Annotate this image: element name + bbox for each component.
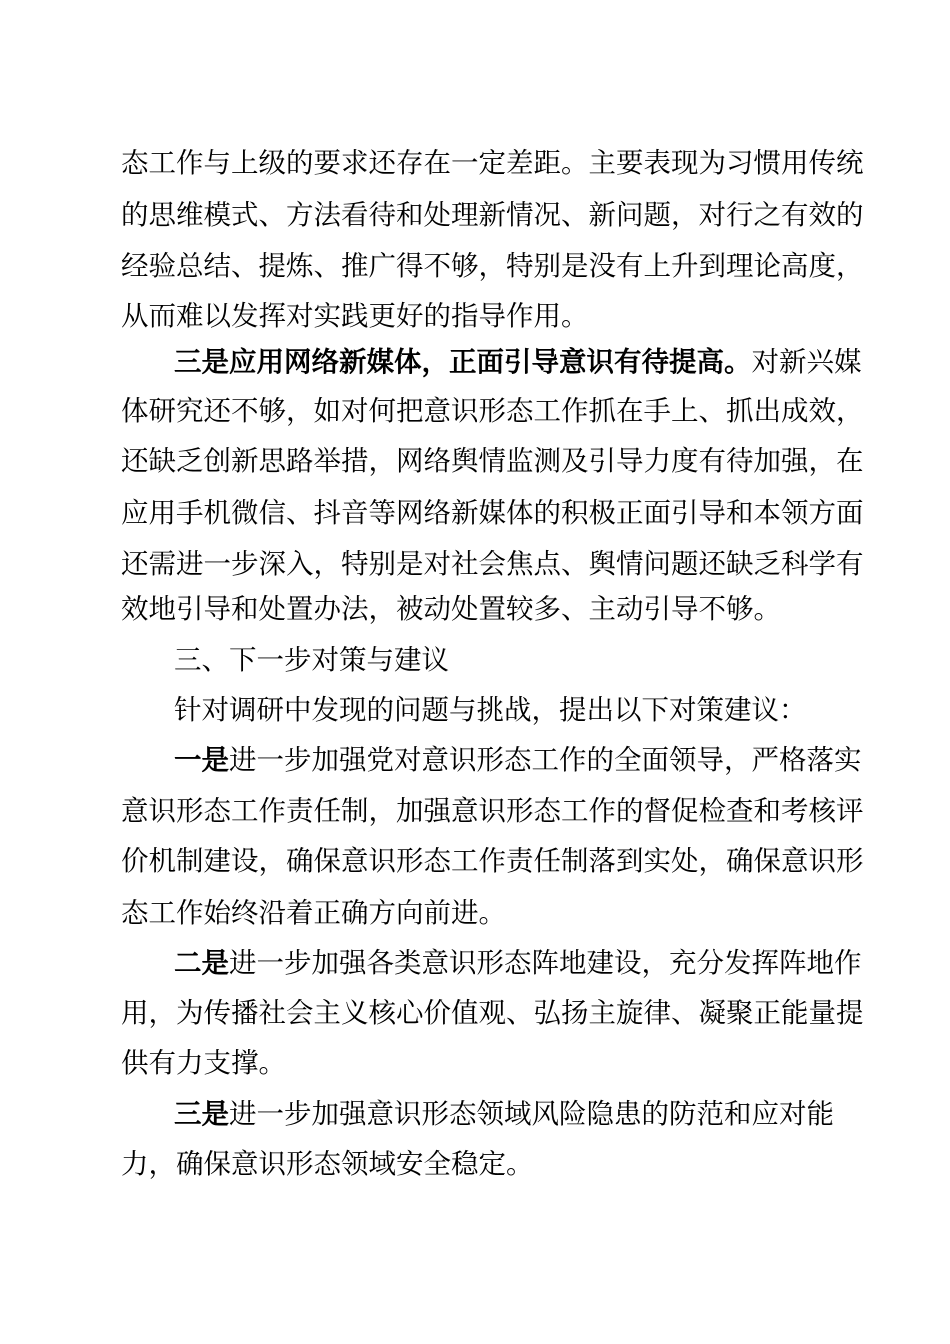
section-heading: 三、下一步对策与建议	[174, 644, 449, 676]
text-line: 三是应用网络新媒体，正面引导意识有待提高。对新兴媒	[174, 346, 862, 378]
text-line: 二是进一步加强各类意识形态阵地建设，充分发挥阵地作	[174, 947, 862, 979]
text-line: 价机制建设，确保意识形态工作责任制落到实处，确保意识形	[121, 845, 864, 877]
point-label-bold: 二是	[174, 947, 229, 979]
text-line: 态工作与上级的要求还存在一定差距。主要表现为习惯用传统	[121, 147, 864, 179]
text-line: 还需进一步深入，特别是对社会焦点、舆情问题还缺乏科学有	[121, 548, 864, 580]
point-label-bold: 一是	[174, 744, 229, 776]
text-line: 意识形态工作责任制，加强意识形态工作的督促检查和考核评	[121, 795, 864, 827]
text-line: 体研究还不够，如对何把意识形态工作抓在手上、抓出成效，	[121, 395, 864, 427]
text-line: 效地引导和处置办法，被动处置较多、主动引导不够。	[121, 593, 781, 625]
text-line: 应用手机微信、抖音等网络新媒体的积极正面引导和本领方面	[121, 497, 864, 529]
text-line: 供有力支撑。	[121, 1047, 286, 1079]
text-line: 经验总结、提炼、推广得不够，特别是没有上升到理论高度，	[121, 250, 864, 282]
text-line: 力，确保意识形态领域安全稳定。	[121, 1148, 534, 1180]
text-line: 还缺乏创新思路举措，网络舆情监测及引导力度有待加强，在	[121, 445, 864, 477]
point-label-bold: 三是	[174, 1098, 229, 1130]
text-line: 一是进一步加强党对意识形态工作的全面领导，严格落实	[174, 744, 862, 776]
text-line: 针对调研中发现的问题与挑战，提出以下对策建议：	[174, 694, 807, 726]
text-line: 用，为传播社会主义核心价值观、弘扬主旋律、凝聚正能量提	[121, 997, 864, 1029]
text-line: 态工作始终沿着正确方向前进。	[121, 897, 506, 929]
text-line: 三是进一步加强意识形态领域风险隐患的防范和应对能	[174, 1098, 834, 1130]
text-line: 的思维模式、方法看待和处理新情况、新问题，对行之有效的	[121, 199, 864, 231]
text-line: 从而难以发挥对实践更好的指导作用。	[121, 300, 589, 332]
point-heading-bold: 三是应用网络新媒体，正面引导意识有待提高。	[174, 346, 752, 378]
